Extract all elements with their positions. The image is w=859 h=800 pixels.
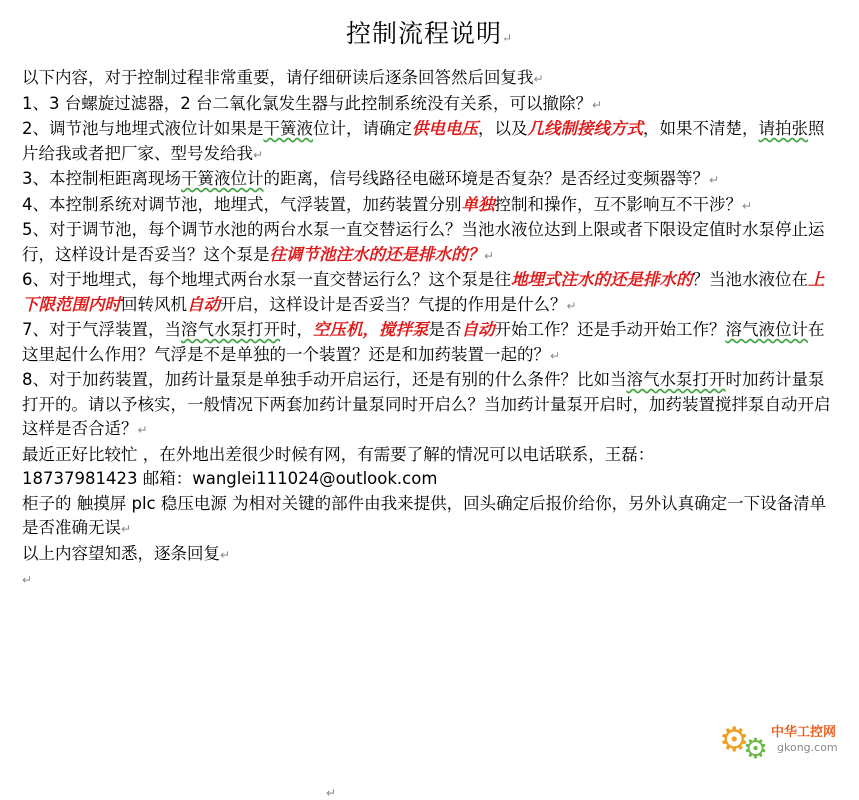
empty-paragraph (22, 567, 834, 593)
watermark-url: gkong.com (777, 741, 838, 754)
paragraph-mark-icon: ↵ (566, 298, 577, 313)
question-2: 2、调节池与地埋式液位计如果是干簧液位计，请确定供电电压，以及几线制接线方式，如果不清楚，请拍张照片给我或者把厂家、型号发给我↵ (22, 119, 825, 163)
question-8: 8、对于加药装置，加药计量泵是单独手动开启运行，还是有别的什么条件？比如当溶气水泵打开时加药计量泵打开的。请以予核实，一般情况下两套加药计量泵同时开启么？当加药计量泵开启时，加药装置搅拌泵自动开启这样是否合适？↵ (22, 370, 831, 438)
paragraph-mark-icon: ↵ (550, 348, 561, 363)
paragraph-mark-icon: ↵ (326, 786, 337, 800)
paragraph-mark-icon: ↵ (501, 31, 514, 45)
question-4: 4、本控制系统对调节池，地埋式，气浮装置，加药装置分别单独控制和操作，互不影响互不干涉？↵ (22, 194, 753, 214)
paragraph-mark-icon: ↵ (742, 198, 753, 213)
cabinet-paragraph: 柜子的 触摸屏 plc 稳压电源 为相对关键的部件由我来提供，回头确定后报价给你，另外认真确定一下设备清单是否准确无误↵ (22, 493, 827, 537)
gear-icon: ⚙ (719, 720, 750, 760)
question-6: 6、对于地埋式，每个地埋式两台水泵一直交替运行么？这个泵是往地埋式注水的还是排水的？当池水液位在上下限范围内时回转风机自动开启，这样设计是否妥当？气提的作用是什么？↵ (22, 270, 825, 314)
document-body (22, 66, 834, 593)
paragraph-mark-icon: ↵ (591, 97, 603, 112)
contact-line-1: 最近正好比较忙 ，在外地出差很少时候有网，有需要了解的情况可以电话联系，王磊： (22, 444, 655, 464)
paragraph-mark-icon: ↵ (533, 72, 544, 86)
question-7: 7、对于气浮装置，当溶气水泵打开时，空压机，搅拌泵是否自动开始工作？还是手动开始工作？溶气液位计在这里起什么作用？气浮是不是单独的一个装置？还是和加药装置一起的？↵ (22, 320, 825, 364)
question-3: 3、本控制柜距离现场干簧液位计的距离，信号线路径电磁环境是否复杂？是否经过变频器等？↵ (22, 169, 720, 188)
question-1: 1、3 台螺旋过滤器，2 台二氧化氯发生器与此控制系统没有关系，可以撤除？↵ (22, 93, 603, 113)
paragraph-mark-icon: ↵ (121, 522, 132, 536)
gear-icon: ⚙ (743, 732, 769, 765)
watermark-logo (719, 713, 839, 769)
paragraph-mark-icon: ↵ (253, 147, 264, 162)
paragraph-mark-icon: ↵ (484, 248, 495, 263)
paragraph-mark-icon: ↵ (22, 573, 33, 587)
question-5: 5、对于调节池，每个调节水池的两台水泵一直交替运行么？当池水液位达到上限或者下限设定值时水泵停止运行，这样设计是否妥当？这个泵是往调节池注水的还是排水的？↵ (22, 220, 825, 264)
closing-paragraph: 以上内容望知悉，逐条回复↵ (22, 543, 231, 563)
paragraph-mark-icon: ↵ (709, 173, 720, 187)
document-title: 控制流程说明↵ (345, 19, 514, 48)
watermark-name: 中华工控网 (771, 725, 837, 740)
paragraph-mark-icon: ↵ (220, 547, 231, 562)
intro-paragraph: 以下内容，对于控制过程非常重要，请仔细研读后逐条回答然后回复我↵ (22, 68, 544, 87)
contact-line-2: 18737981423 邮箱：wanglei111024@outlook.com (22, 469, 438, 488)
paragraph-mark-icon: ↵ (137, 423, 148, 437)
